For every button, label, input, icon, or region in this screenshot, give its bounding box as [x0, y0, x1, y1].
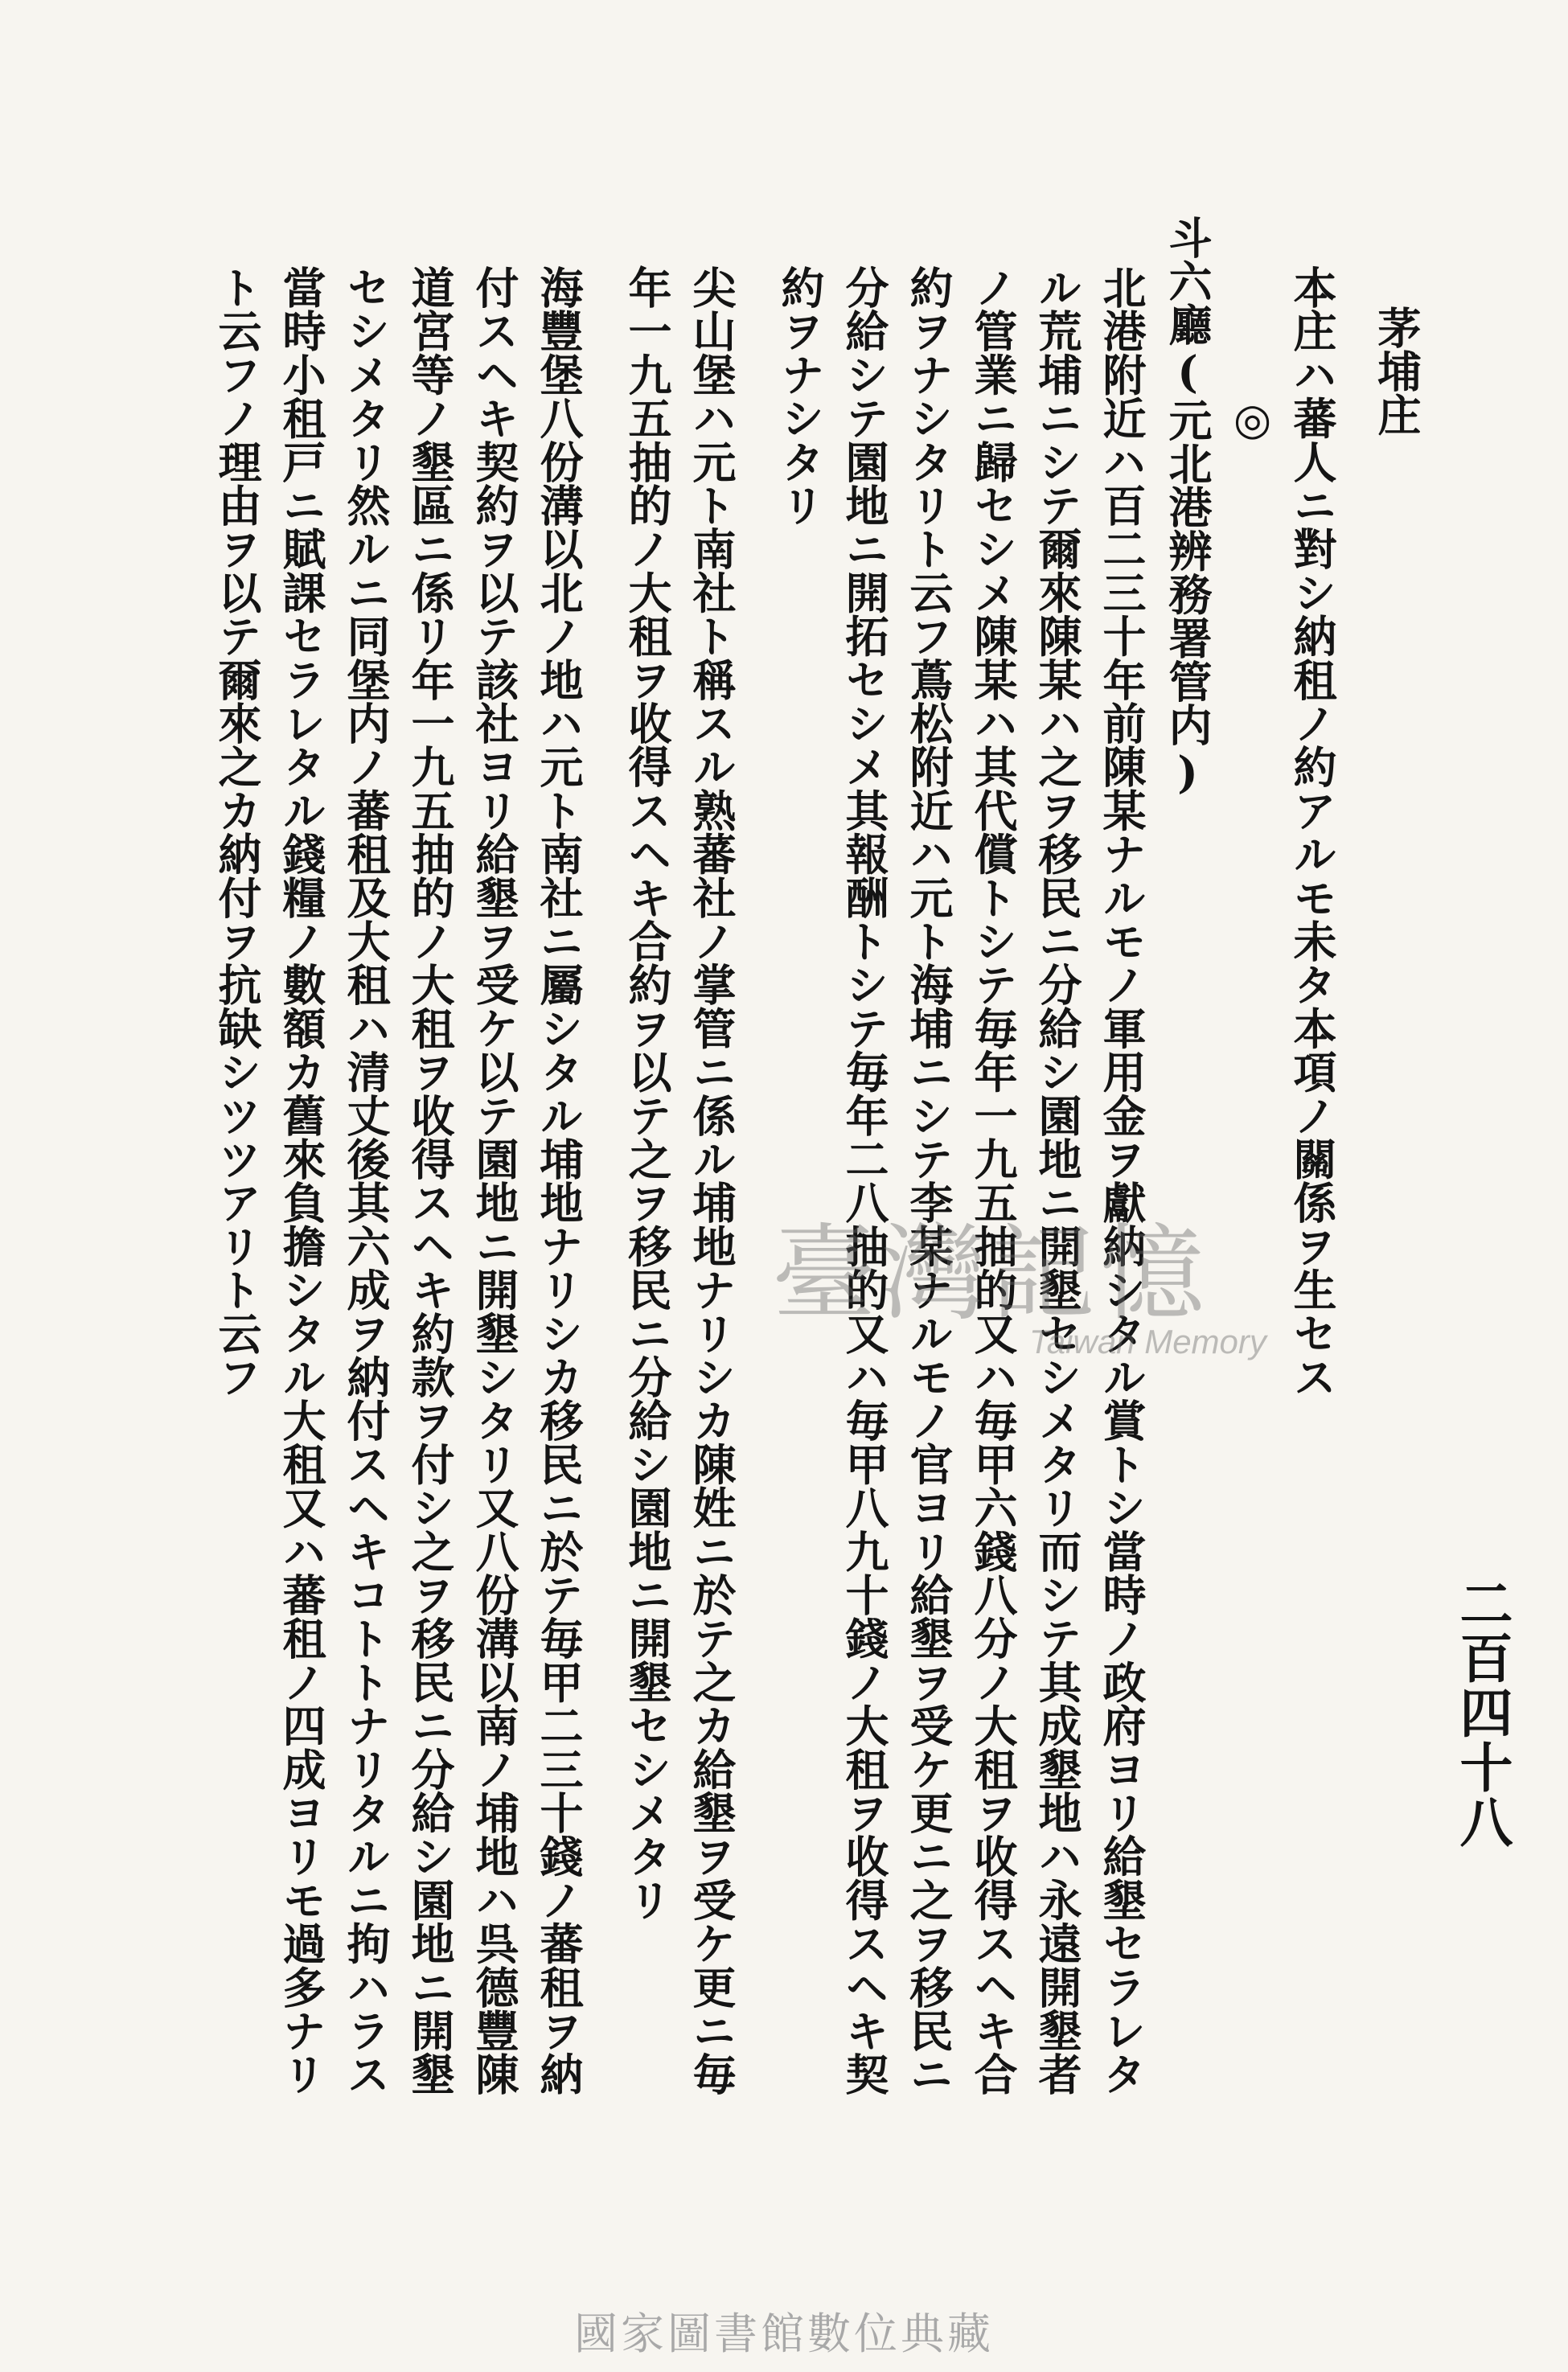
text-column: 年一九五抽的ノ大租ヲ收得スヘキ合約ヲ以テ之ヲ移民ニ分給シ園地ニ開墾セシメタリ — [622, 265, 673, 1922]
text-column: 本庄ハ蕃人ニ對シ納租ノ約アルモ未タ本項ノ關係ヲ生セス — [1287, 265, 1338, 1399]
text-column: 當時小租戸ニ賦課セラレタル錢糧ノ數額カ舊來負擔シタル大租又ハ蕃租ノ四成ヨリモ過多ナリ — [276, 265, 327, 2096]
text-column: 約ヲナシタリ — [774, 265, 826, 527]
text-column: ノ管業ニ歸セシメ陳某ハ其代償トシテ毎年一九五抽的又ハ毎甲六錢八分ノ大租ヲ收得スヘキ合 — [967, 265, 1019, 2096]
text-column: 付スヘキ契約ヲ以テ該社ヨリ給墾ヲ受ケ以テ園地ニ開墾シタリ又八份溝以南ノ埔地ハ呉德豐陳 — [469, 265, 520, 2096]
page-number: 二百四十八 — [1451, 1576, 1513, 1849]
circle-mark-glyph: ◎ — [1227, 394, 1278, 445]
text-column: セシメタリ然ルニ同堡内ノ蕃租及大租ハ清丈後其六成ヲ納付スヘキコトトナリタルニ拘ハラス — [340, 265, 392, 2096]
text-column: ル荒埔ニシテ爾來陳某ハ之ヲ移民ニ分給シ園地ニ開墾セシメタリ而シテ其成墾地ハ永遠開墾者 — [1032, 265, 1083, 2096]
text-column: 道宮等ノ墾區ニ係リ年一九五抽的ノ大租ヲ收得スヘキ約款ヲ付シ之ヲ移民ニ分給シ園地ニ開墾 — [404, 265, 456, 2096]
footer-caption: 國家圖書館數位典藏 — [574, 2308, 994, 2359]
section-heading: 茅埔庄 — [1371, 306, 1422, 437]
text-column: 約ヲナシタリト云フ蔦松附近ハ元ト海埔ニシテ李某ナルモノ官ヨリ給墾ヲ受ケ更ニ之ヲ移民ニ — [903, 265, 954, 2096]
text-column: 斗六廳(元北港辨務署管内) — [1162, 215, 1213, 798]
text-column: 尖山堡ハ元ト南社ト稱スル熟蕃社ノ掌管ニ係ル埔地ナリシカ陳姓ニ於テ之カ給墾ヲ受ケ更ニ毎 — [686, 265, 737, 2096]
text-column: 海豐堡八份溝以北ノ地ハ元ト南社ニ屬シタル埔地ナリシカ移民ニ於テ毎甲二三十錢ノ蕃租ヲ納 — [533, 265, 585, 2096]
watermark-subtitle: Taiwan Memory — [1029, 1323, 1266, 1360]
text-column: 分給シテ園地ニ開拓セシメ其報酬トシテ毎年二八抽的又ハ毎甲八九十錢ノ大租ヲ收得スヘキ契 — [839, 265, 890, 2096]
text-column: 北港附近ハ百二三十年前陳某ナルモノ軍用金ヲ獻納シタル賞トシ當時ノ政府ヨリ給墾セラレタ — [1096, 265, 1147, 2096]
text-column: ト云フノ理由ヲ以テ爾來之カ納付ヲ抗缺シツツアリト云フ — [211, 265, 263, 1399]
watermark-title: 臺灣記憶 — [772, 1213, 1210, 1335]
